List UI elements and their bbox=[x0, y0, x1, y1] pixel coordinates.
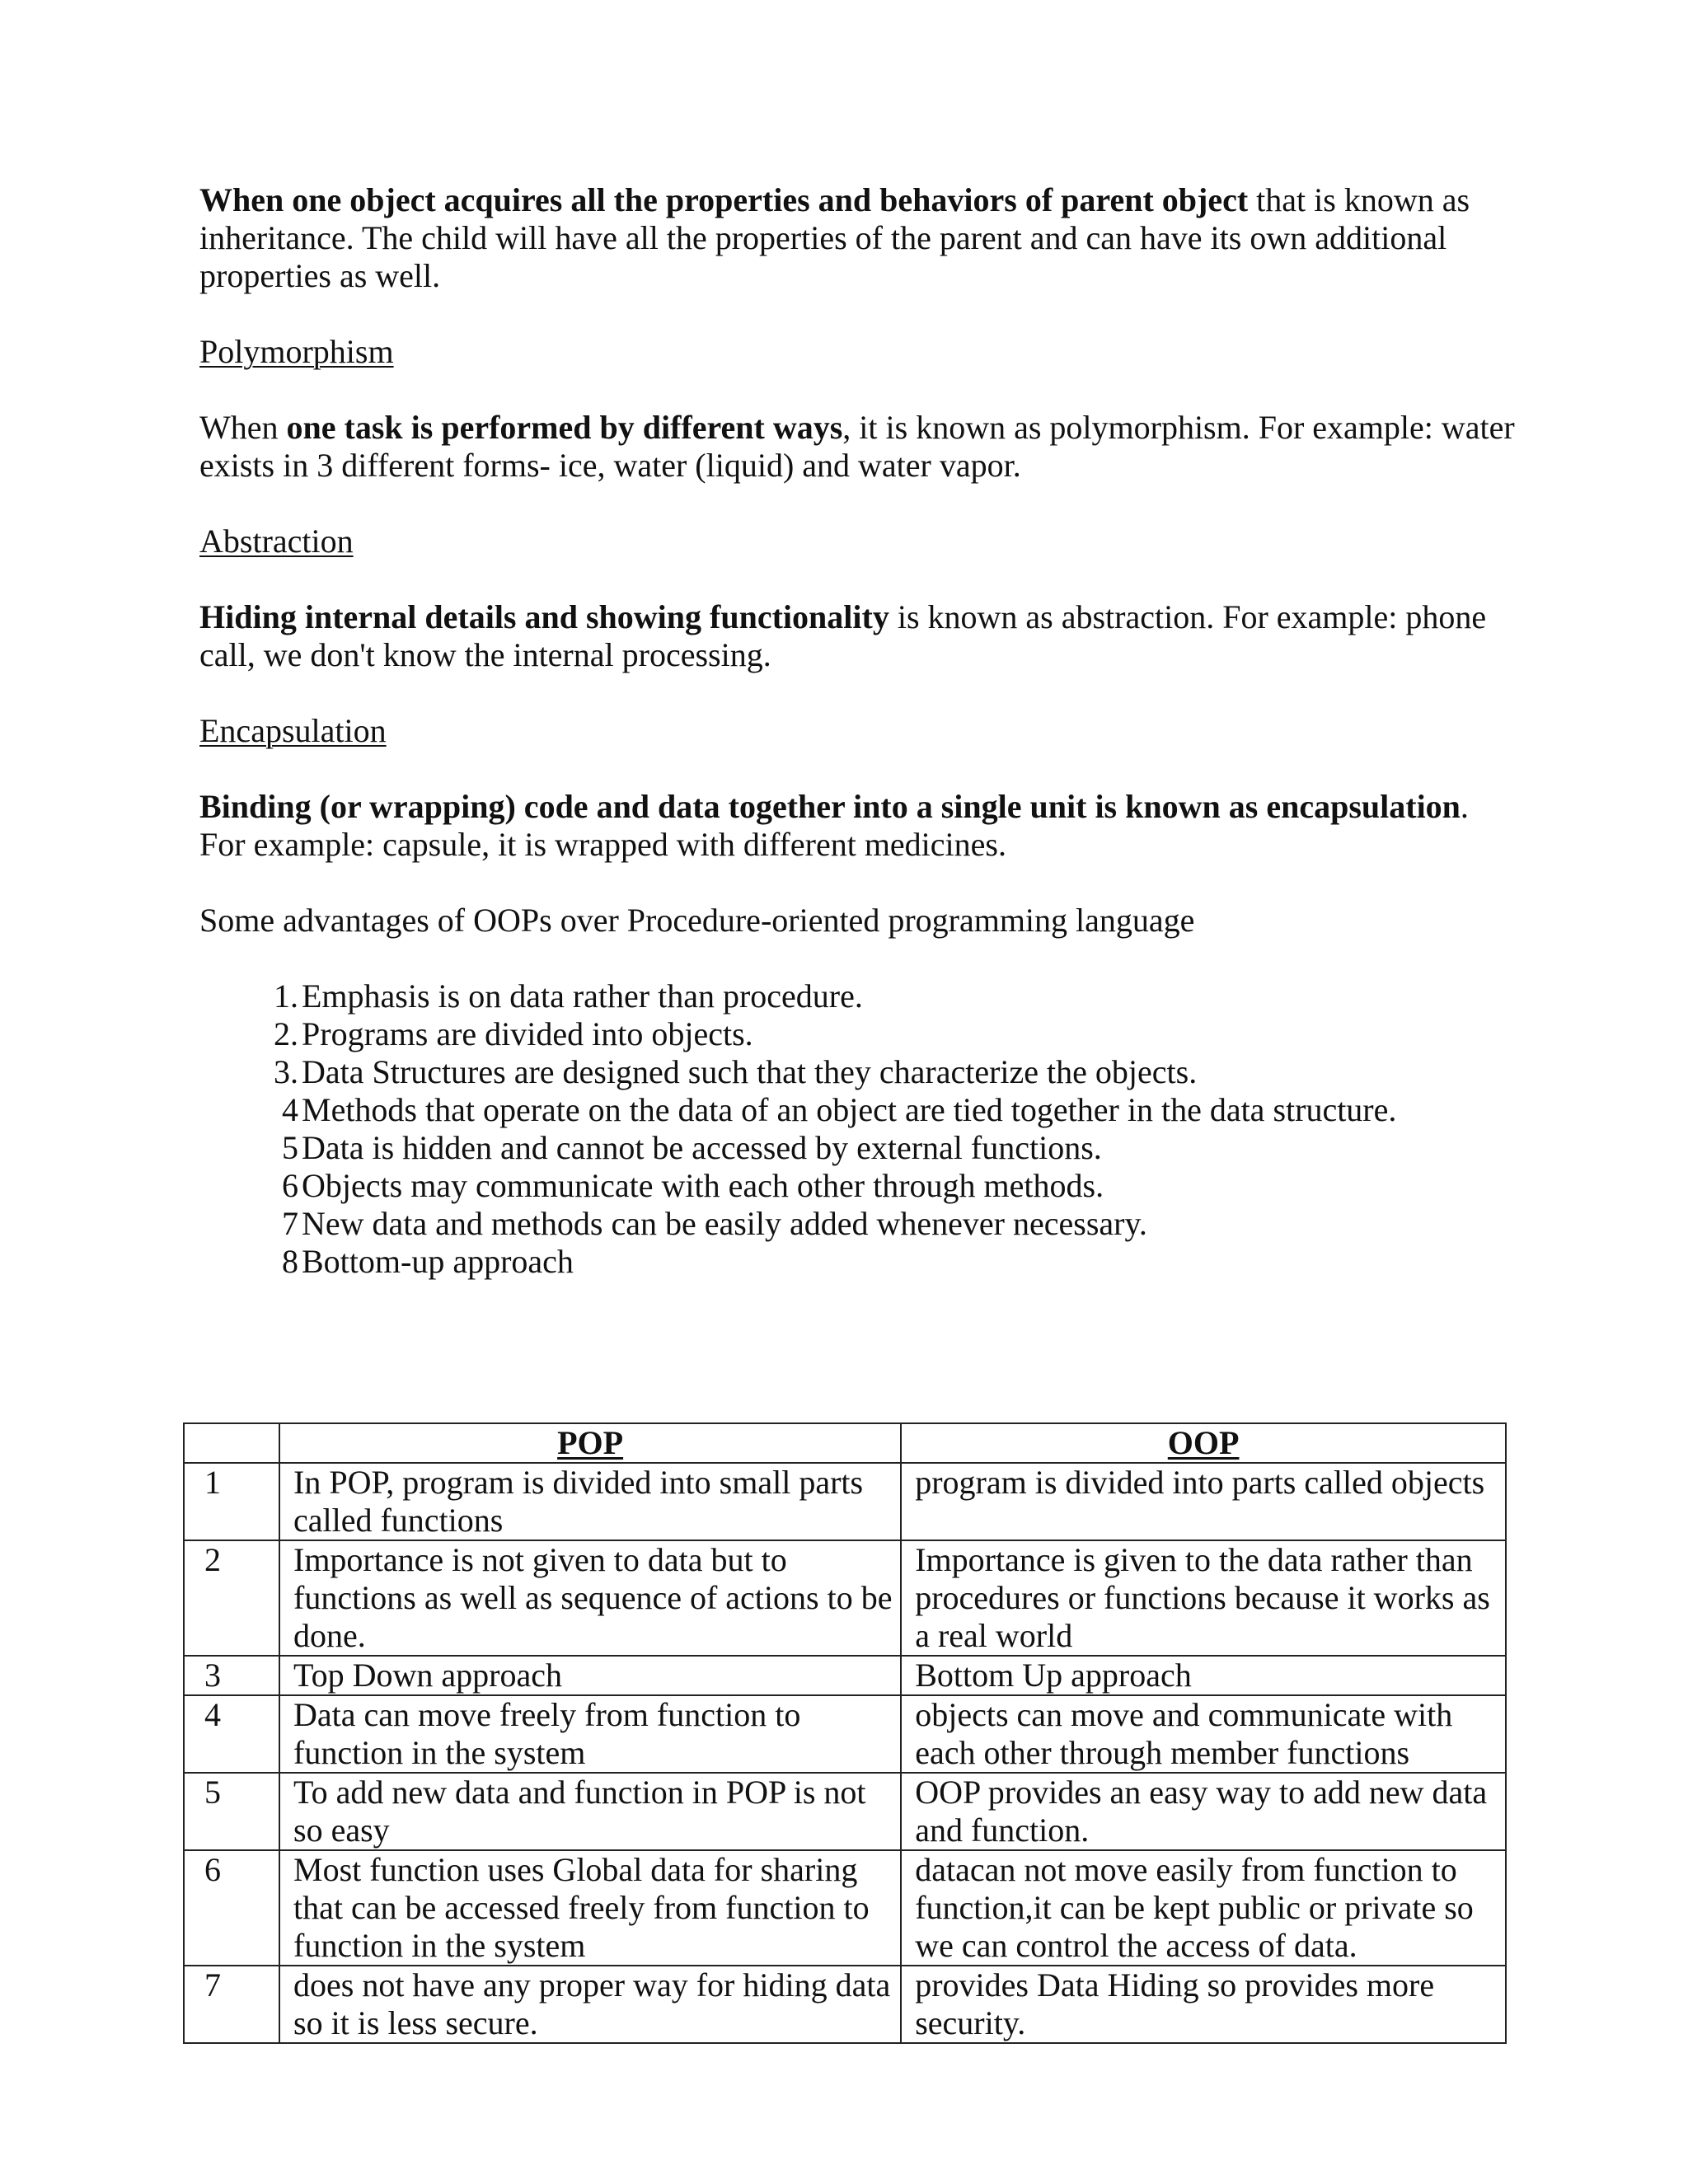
table-row bbox=[184, 1656, 1506, 1695]
table-row bbox=[184, 1695, 1506, 1773]
oop-cell: provides Data Hiding so provides more security. bbox=[901, 1966, 1506, 2043]
abstraction-heading: Abstraction bbox=[199, 523, 354, 560]
list-item-number: 2. bbox=[274, 1015, 298, 1052]
polymorphism-heading: Polymorphism bbox=[199, 333, 394, 370]
list-item bbox=[199, 1053, 1518, 1091]
list-item bbox=[199, 1129, 1518, 1167]
pop-cell: does not have any proper way for hiding data so it is less secure. bbox=[279, 1966, 901, 2043]
oop-cell: OOP provides an easy way to add new data and function. bbox=[901, 1773, 1506, 1850]
list-item-number: 6 bbox=[282, 1167, 298, 1204]
pop-cell: In POP, program is divided into small parts called functions bbox=[279, 1463, 901, 1540]
header-oop: OOP bbox=[901, 1423, 1506, 1463]
document-page bbox=[199, 181, 1518, 1281]
list-item-text: Data Structures are designed such that they characterize the objects. bbox=[302, 1053, 1198, 1090]
oop-cell: Bottom Up approach bbox=[901, 1656, 1506, 1695]
abstraction-definition-rest: is known as abstraction. For example: phone call, we don't know the internal processing. bbox=[199, 598, 1487, 673]
row-number: 5 bbox=[184, 1773, 279, 1850]
list-item bbox=[199, 1091, 1518, 1129]
list-item-text: New data and methods can be easily added whenever necessary. bbox=[302, 1205, 1147, 1242]
list-item-number: 7 bbox=[282, 1205, 298, 1242]
pop-vs-oop-table bbox=[183, 1422, 1507, 2044]
row-number: 4 bbox=[184, 1695, 279, 1773]
list-item-text: Emphasis is on data rather than procedure. bbox=[302, 977, 863, 1015]
oop-cell: objects can move and communicate with each other through member functions bbox=[901, 1695, 1506, 1773]
pop-cell: Importance is not given to data but to functions as well as sequence of actions to be done. bbox=[279, 1540, 901, 1656]
advantages-list bbox=[199, 977, 1518, 1281]
table-row bbox=[184, 1773, 1506, 1850]
encapsulation-definition-bold: Binding (or wrapping) code and data together into a single unit is known as encapsulation bbox=[199, 788, 1461, 825]
list-item bbox=[199, 1015, 1518, 1053]
row-number: 6 bbox=[184, 1850, 279, 1966]
list-item-number: 5 bbox=[282, 1129, 298, 1166]
inheritance-paragraph bbox=[199, 181, 1518, 295]
list-item-text: Programs are divided into objects. bbox=[302, 1015, 753, 1052]
encapsulation-heading: Encapsulation bbox=[199, 712, 387, 749]
list-item-number: 8 bbox=[282, 1243, 298, 1280]
list-item-text: Data is hidden and cannot be accessed by external functions. bbox=[302, 1129, 1102, 1166]
polymorphism-pre: When bbox=[199, 409, 287, 446]
list-item-text: Objects may communicate with each other through methods. bbox=[302, 1167, 1104, 1204]
encapsulation-paragraph bbox=[199, 788, 1518, 864]
list-item-number: 1. bbox=[274, 977, 298, 1015]
header-pop: POP bbox=[279, 1423, 901, 1463]
list-item bbox=[199, 1167, 1518, 1205]
list-item bbox=[199, 1205, 1518, 1243]
table-header-row bbox=[184, 1423, 1506, 1463]
list-item-text: Bottom-up approach bbox=[302, 1243, 574, 1280]
oop-cell: Importance is given to the data rather than procedures or functions because it works as a real world bbox=[901, 1540, 1506, 1656]
list-item-number: 3. bbox=[274, 1053, 298, 1090]
encapsulation-definition-rest: . For example: capsule, it is wrapped with different medicines. bbox=[199, 788, 1469, 863]
polymorphism-definition-bold: one task is performed by different ways bbox=[286, 409, 843, 446]
table-row bbox=[184, 1850, 1506, 1966]
list-item-text: Methods that operate on the data of an object are tied together in the data structure. bbox=[302, 1091, 1397, 1128]
polymorphism-definition-rest: , it is known as polymorphism. For example: water exists in 3 different forms- ice, water (liquid) and water vapor. bbox=[199, 409, 1515, 484]
polymorphism-paragraph bbox=[199, 409, 1518, 485]
row-number: 7 bbox=[184, 1966, 279, 2043]
inheritance-definition-rest: that is known as inheritance. The child will have all the properties of the parent and can have its own additional properties as well. bbox=[199, 181, 1470, 294]
pop-cell: To add new data and function in POP is not so easy bbox=[279, 1773, 901, 1850]
list-item bbox=[199, 977, 1518, 1015]
table-row bbox=[184, 1966, 1506, 2043]
header-number-cell bbox=[184, 1423, 279, 1463]
abstraction-paragraph bbox=[199, 598, 1518, 674]
row-number: 3 bbox=[184, 1656, 279, 1695]
row-number: 2 bbox=[184, 1540, 279, 1656]
inheritance-definition-bold: When one object acquires all the properties and behaviors of parent object bbox=[199, 181, 1249, 218]
table-row bbox=[184, 1463, 1506, 1540]
list-item-number: 4 bbox=[282, 1091, 298, 1128]
pop-cell: Data can move freely from function to function in the system bbox=[279, 1695, 901, 1773]
table-row bbox=[184, 1540, 1506, 1656]
pop-cell: Most function uses Global data for sharing that can be accessed freely from function to function in the system bbox=[279, 1850, 901, 1966]
abstraction-definition-bold: Hiding internal details and showing functionality bbox=[199, 598, 889, 635]
oop-cell: program is divided into parts called objects bbox=[901, 1463, 1506, 1540]
advantages-intro: Some advantages of OOPs over Procedure-oriented programming language bbox=[199, 902, 1195, 939]
list-item bbox=[199, 1243, 1518, 1281]
row-number: 1 bbox=[184, 1463, 279, 1540]
pop-cell: Top Down approach bbox=[279, 1656, 901, 1695]
oop-cell: datacan not move easily from function to function,it can be kept public or private so we can control the access of data. bbox=[901, 1850, 1506, 1966]
